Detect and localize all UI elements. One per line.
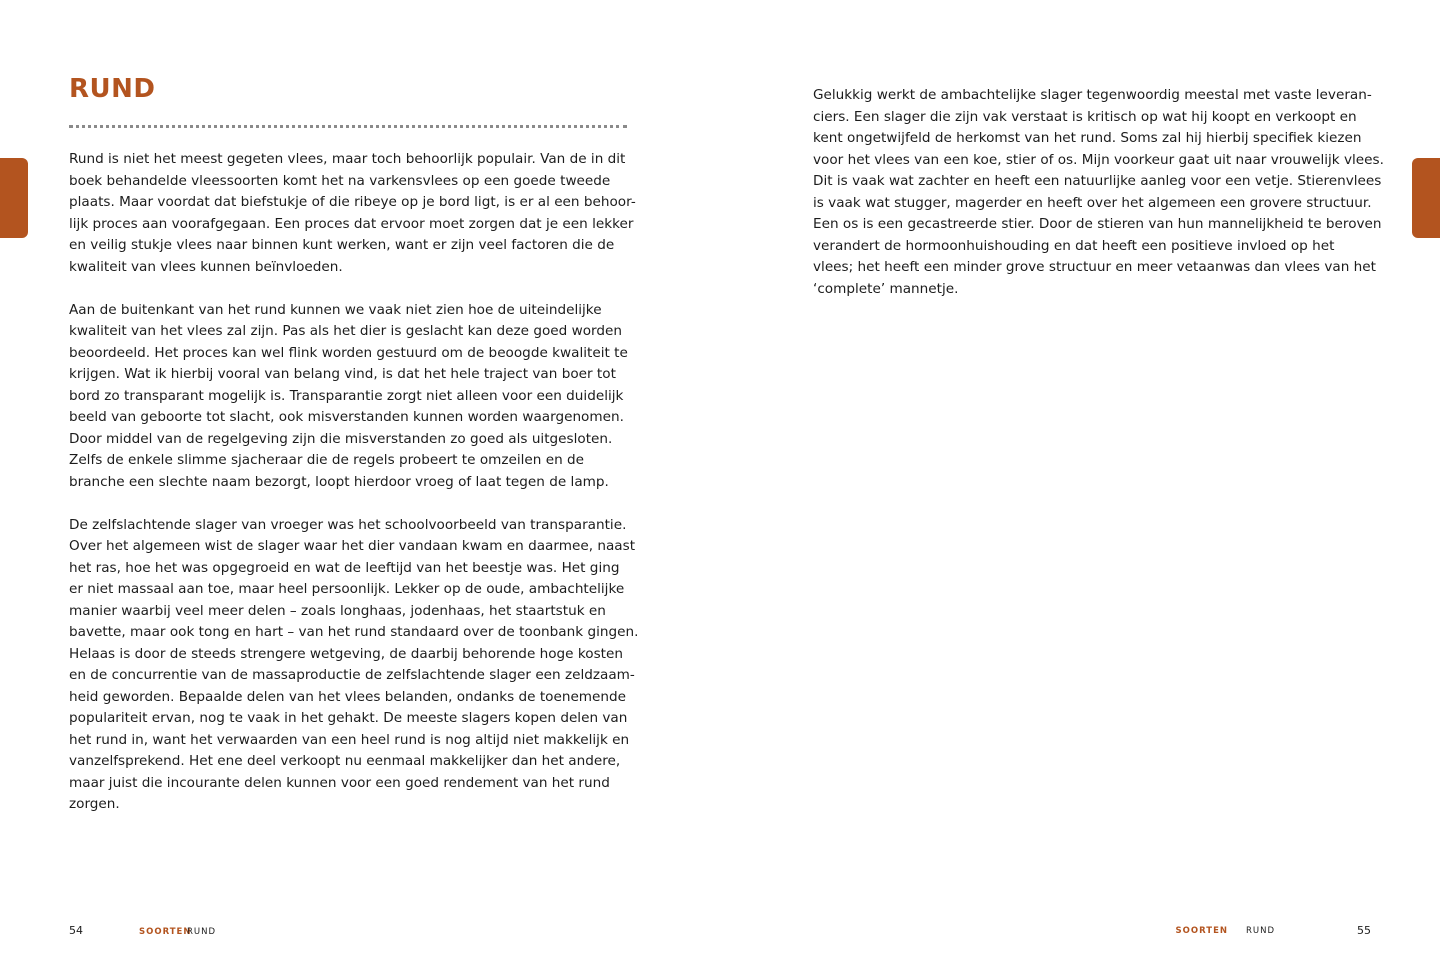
- text-line: kwaliteit van vlees kunnen beïnvloeden.: [69, 258, 343, 275]
- paragraph-1: [69, 149, 634, 278]
- text-line: Zelfs de enkele slimme sjacheraar die de regels probeert te omzeilen en de: [69, 452, 585, 468]
- running-chapter: RUND: [1245, 926, 1275, 936]
- text-line: ciers. Een slager die zijn vak verstaat is kritisch op wat hij koopt en verkoopt en: [813, 108, 1357, 125]
- text-line: Dit is vaak wat zachter en heeft een natuurlijke aanleg voor een vetje. Stierenvlees: [813, 173, 1382, 189]
- text-line: kwaliteit van het vlees zal zijn. Pas als het dier is geslacht kan deze goed worden: [69, 323, 623, 339]
- text-line: zorgen.: [69, 796, 120, 812]
- text-line: Door middel van de regelgeving zijn die misverstanden zo goed als uitgesloten.: [69, 430, 613, 447]
- text-line: plaats. Maar voordat dat biefstukje of die ribeye op je bord ligt, is er al een behoor-: [69, 194, 636, 210]
- footer-right: [1071, 924, 1371, 938]
- page-number: 55: [1357, 924, 1371, 937]
- paragraph-4: [813, 85, 1384, 300]
- text-line: Rund is niet het meest gegeten vlees, maar toch behoorlijk populair. Van de in dit: [69, 151, 626, 167]
- text-line: ‘complete’ mannetje.: [813, 280, 959, 297]
- text-line: en de concurrentie van de massaproductie de zelfslachtende slager een zeldzaam-: [69, 667, 635, 683]
- running-section: SOORTEN: [1175, 926, 1228, 936]
- text-line: Helaas is door de steeds strengere wetgeving, de daarbij behorende hoge kosten: [69, 645, 623, 662]
- paragraph-2: [69, 300, 634, 494]
- text-line: manier waarbij veel meer delen – zoals longhaas, jodenhaas, het staartstuk en: [69, 602, 606, 619]
- text-line: bavette, maar ook tong en hart – van het rund standaard over de toonbank gingen.: [69, 624, 639, 640]
- text-line: beoordeeld. Het proces kan wel flink worden gestuurd om de beoogde kwaliteit te: [69, 344, 628, 361]
- text-line: en veilig stukje vlees naar binnen kunt werken, want er zijn veel factoren die de: [69, 237, 615, 253]
- page-title: RUND: [69, 74, 156, 104]
- text-line: kent ongetwijfeld de herkomst van het rund. Soms zal hij hierbij specifiek kiezen: [813, 130, 1362, 146]
- text-line: het rund in, want het verwaarden van een heel rund is nog altijd niet makkelijk en: [69, 731, 630, 748]
- text-line: maar juist die incourante delen kunnen voor een goed rendement van het rund: [69, 774, 610, 791]
- text-line: voor het vlees van een koe, stier of os. Mijn voorkeur gaat uit naar vrouwelijk vlees.: [813, 151, 1384, 168]
- text-line: is vaak wat stugger, magerder en heeft over het algemeen een grovere structuur.: [813, 194, 1372, 211]
- chapter-tab-right: [1412, 158, 1440, 238]
- chapter-tab-left: [0, 158, 28, 238]
- text-line: Over het algemeen wist de slager waar het dier vandaan kwam en daarmee, naast: [69, 538, 636, 554]
- text-line: vlees; het heeft een minder grove structuur en meer vetaanwas dan vlees van het: [813, 259, 1376, 275]
- footer-left: [69, 924, 217, 939]
- text-line: Gelukkig werkt de ambachtelijke slager tegenwoordig meestal met vaste leveran-: [813, 87, 1372, 103]
- text-line: populariteit ervan, nog te vaak in het gehakt. De meeste slagers kopen delen van: [69, 710, 628, 726]
- text-line: heid geworden. Bepaalde delen van het vlees belanden, ondanks de toenemende: [69, 688, 627, 705]
- left-page-body: [69, 149, 639, 837]
- running-section: SOORTEN: [139, 927, 192, 937]
- text-line: De zelfslachtende slager van vroeger was het schoolvoorbeeld van transparantie.: [69, 516, 627, 533]
- page-number: 54: [69, 924, 83, 937]
- text-line: lijk proces aan voorafgegaan. Een proces dat ervoor moet zorgen dat je een lekker: [69, 215, 634, 232]
- running-chapter: RUND: [187, 927, 217, 937]
- text-line: Een os is een gecastreerde stier. Door de stieren van hun mannelijkheid te beroven: [813, 216, 1382, 232]
- paragraph-3: [69, 515, 639, 816]
- text-line: vanzelfsprekend. Het ene deel verkoopt nu eenmaal makkelijker dan het andere,: [69, 753, 621, 769]
- text-line: verandert de hormoonhuishouding en dat heeft een positieve invloed op het: [813, 237, 1335, 254]
- text-line: er niet massaal aan toe, maar heel persoonlijk. Lekker op de oude, ambachtelijke: [69, 581, 625, 597]
- text-line: branche een slechte naam bezorgt, loopt hierdoor vroeg of laat tegen de lamp.: [69, 473, 609, 490]
- title-divider: [69, 125, 627, 128]
- text-line: Aan de buitenkant van het rund kunnen we vaak niet zien hoe de uiteindelijke: [69, 301, 602, 318]
- right-page-body: [813, 85, 1384, 322]
- text-line: krijgen. Wat ik hierbij vooral van belang vind, is dat het hele traject van boer tot: [69, 366, 616, 382]
- text-line: beeld van geboorte tot slacht, ook misverstanden kunnen worden waargenomen.: [69, 409, 624, 425]
- text-line: boek behandelde vleessoorten komt het na varkensvlees op een goede tweede: [69, 172, 611, 189]
- text-line: het ras, hoe het was opgegroeid en wat de leeftijd van het beestje was. Het ging: [69, 559, 620, 576]
- text-line: bord zo transparant mogelijk is. Transparantie zorgt niet alleen voor een duidelijk: [69, 387, 624, 404]
